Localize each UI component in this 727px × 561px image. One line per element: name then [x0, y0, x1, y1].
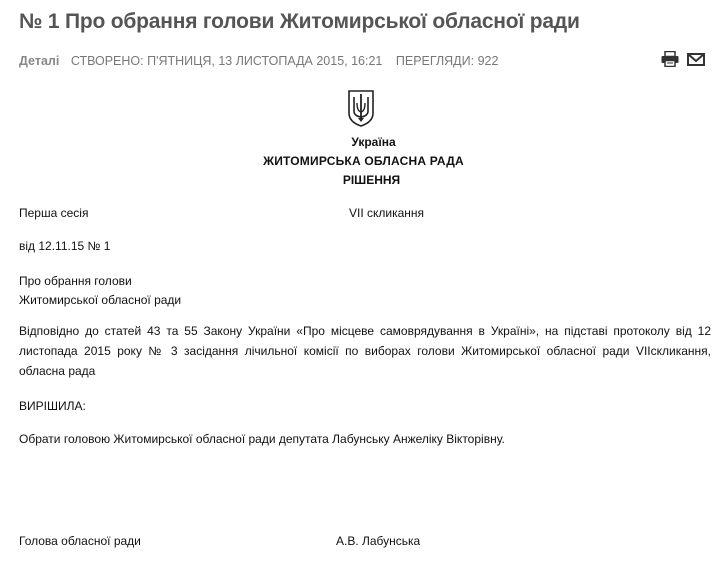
subject-line-1: Про обрання голови	[19, 274, 132, 288]
country-name: Україна	[351, 135, 396, 149]
session-label: Перша сесія	[19, 206, 89, 220]
created-date: СТВОРЕНО: П'ЯТНИЦЯ, 13 ЛИСТОПАДА 2015, 16:21	[70, 54, 383, 68]
decision-text: Обрати головою Житомирської обласної ради депутата Лабунську Анжеліку Вікторівну.	[19, 432, 505, 446]
document-type: РІШЕННЯ	[342, 173, 401, 187]
subject-line-2: Житомирської обласної ради	[19, 293, 182, 307]
email-icon[interactable]	[687, 51, 705, 67]
views-count: ПЕРЕГЛЯДИ: 922	[395, 54, 499, 68]
trident-emblem-icon	[347, 89, 375, 127]
preamble-paragraph: Відповідно до статей 43 та 55 Закону України «Про місцеве самоврядування в Україні», на підставі протоколу від 12 листопада 2015 року № 3 засідання лічильної комісії по виборах голови Житомирської обласної ради VIIскликання, обласна рада	[19, 324, 711, 378]
date-number: від 12.11.15 № 1	[19, 239, 111, 253]
article-actions	[661, 51, 705, 67]
signature-name: А.В. Лабунська	[336, 534, 421, 548]
print-icon[interactable]	[661, 51, 679, 67]
signature-title: Голова обласної ради	[19, 534, 141, 548]
council-name: ЖИТОМИРСЬКА ОБЛАСНА РАДА	[263, 154, 464, 168]
details-label: Деталі	[19, 54, 60, 68]
convocation-label: VII скликання	[349, 206, 425, 220]
article-meta	[19, 54, 498, 68]
resolved-heading: ВИРІШИЛА:	[19, 399, 86, 413]
page-title: № 1 Про обрання голови Житомирської обласної ради	[19, 10, 580, 33]
